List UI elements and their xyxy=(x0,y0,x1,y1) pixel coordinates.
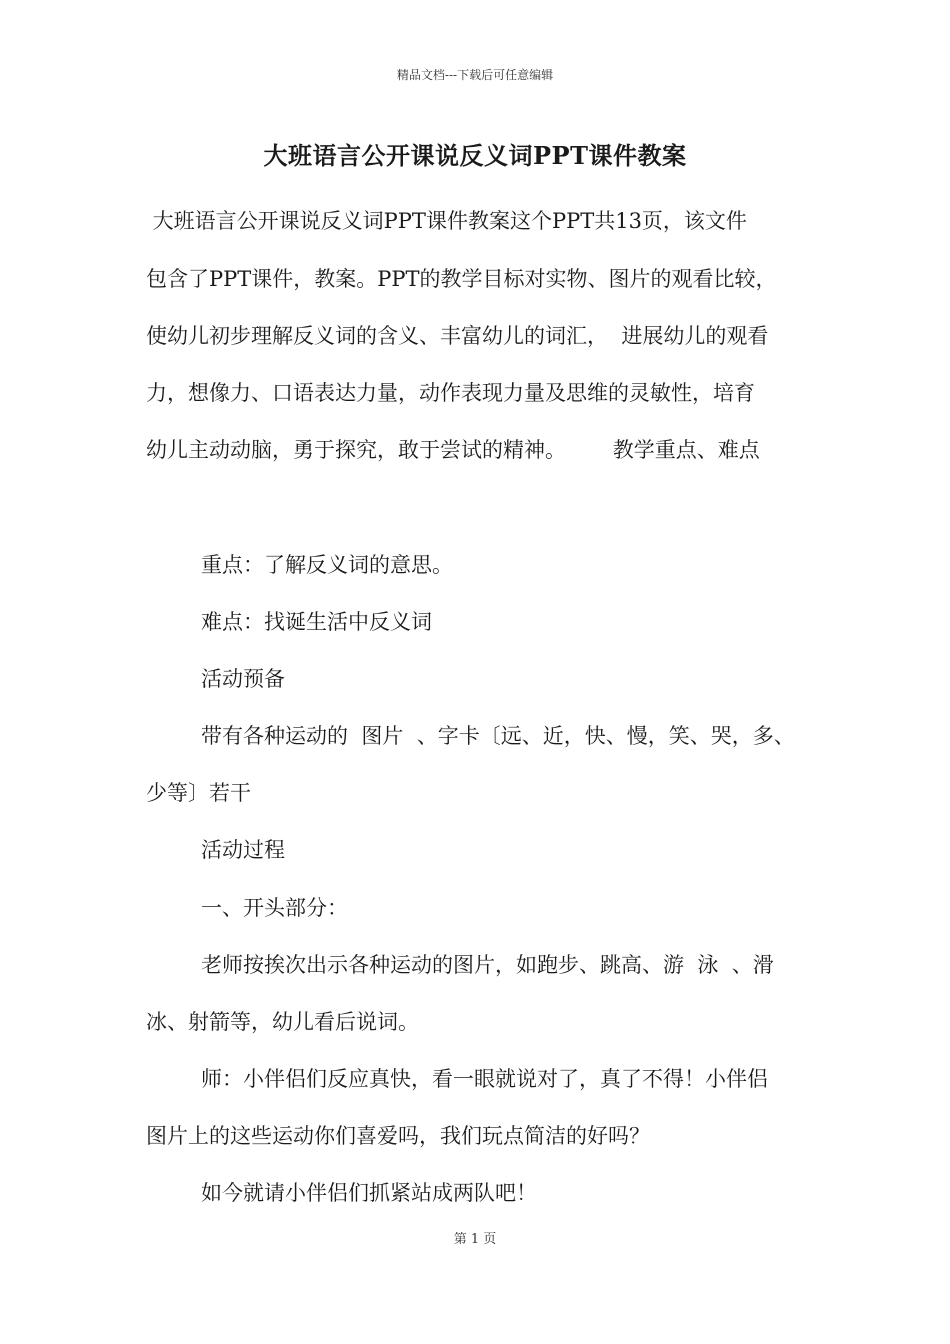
document-title: 大班语言公开课说反义词PPT课件教案 xyxy=(263,141,687,170)
paragraph-line: 带有各种运动的 图片 、字卡〔远、近，快、慢，笑、哭，多、 xyxy=(201,724,795,748)
section-heading: 一、开头部分： xyxy=(201,896,348,920)
section-heading: 活动过程 xyxy=(201,838,285,862)
header-note: 精品文档---下载后可任意编辑 xyxy=(396,68,554,82)
key-point-line: 重点：了解反义词的意思。 xyxy=(201,553,453,577)
section-heading: 活动预备 xyxy=(201,667,285,691)
paragraph-line: 图片上的这些运动你们喜爱吗，我们玩点简洁的好吗？ xyxy=(146,1124,650,1148)
paragraph-line: 幼儿主动动脑，勇于探究，敢于尝试的精神。 教学重点、难点 xyxy=(146,438,760,462)
paragraph-line: 力，想像力、口语表达力量，动作表现力量及思维的灵敏性，培育 xyxy=(146,381,755,405)
paragraph-line: 使幼儿初步理解反义词的含义、丰富幼儿的词汇， 进展幼儿的观看 xyxy=(146,324,769,348)
paragraph-line: 大班语言公开课说反义词PPT课件教案这个PPT共13页，该文件 xyxy=(146,209,747,233)
page-number: 第 1 页 xyxy=(453,1232,497,1247)
paragraph-line: 如今就请小伴侣们抓紧站成两队吧！ xyxy=(201,1181,537,1205)
paragraph-line: 包含了PPT课件，教案。PPT的教学目标对实物、图片的观看比较， xyxy=(146,267,777,291)
paragraph-line: 冰、射箭等，幼儿看后说词。 xyxy=(146,1010,419,1034)
difficulty-line: 难点：找诞生活中反义词 xyxy=(201,610,432,634)
paragraph-line: 老师按挨次出示各种运动的图片，如跑步、跳高、游 泳 、滑 xyxy=(201,953,774,977)
paragraph-line: 师：小伴侣们反应真快，看一眼就说对了，真了不得！小伴侣 xyxy=(201,1067,768,1091)
paragraph-line: 少等〕若干 xyxy=(146,781,251,805)
